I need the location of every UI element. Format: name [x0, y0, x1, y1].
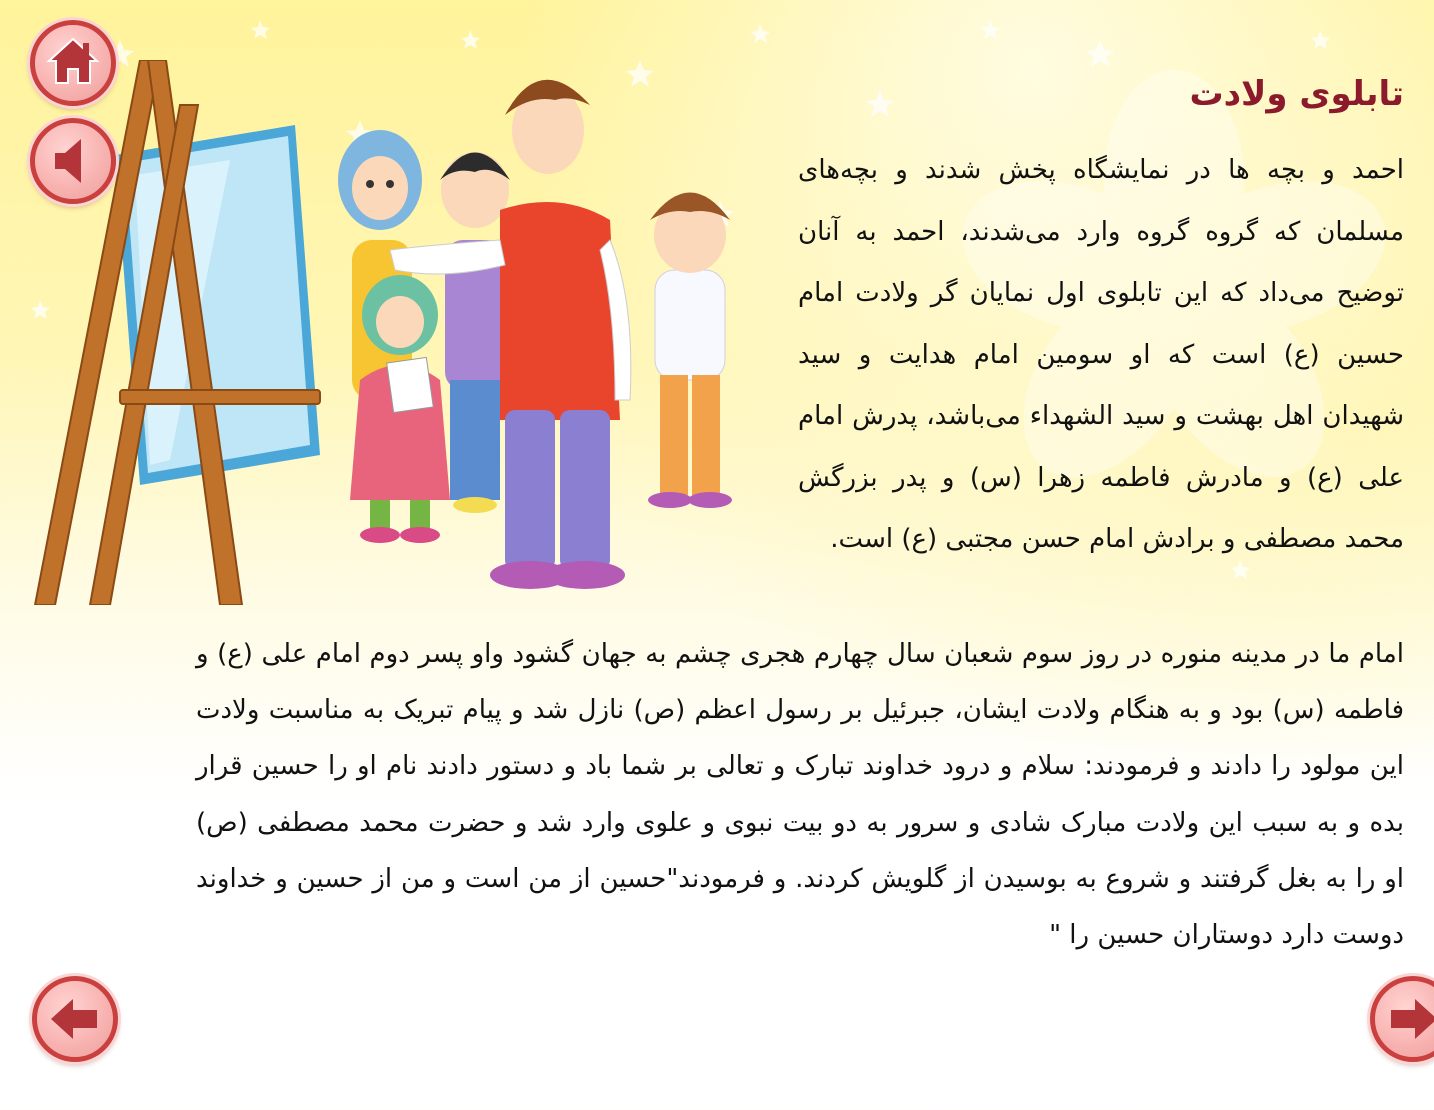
page-title: تابلوی ولادت: [1189, 74, 1404, 114]
home-icon: [35, 25, 111, 101]
home-button[interactable]: [30, 20, 116, 106]
main-paragraph: امام ما در مدینه منوره در روز سوم شعبان سال چهارم هجری چشم به جهان گشود واو پسر دوم امام علی (ع) و فاطمه (س) بود و به هنگام ولادت ایشان، جبرئیل بر رسول اعظم (ص) نازل شد و پیام تبریک به مناسبت ولادت این مولود را دادند و فرمودند: سلام و درود خداوند تبارک و تعالی بر شما باد و دستور دادند نام او را حسین قرار بده و به سبب این ولادت مبارک شادی و سرور به دو بیت نبوی و علوی وارد شد و حضرت محمد مصطفی (ص) او را به بغل گرفتند و شروع به بوسیدن از گلویش کردند. و فرمودند"حسین از من است و من از حسین و خداوند دوست دارد دوستاران حسین را ": [196, 639, 1404, 951]
young-man-ahmad: [390, 80, 631, 589]
painting-canvas: [115, 125, 320, 485]
family-at-painting-illustration: [30, 60, 750, 605]
previous-page-button[interactable]: [32, 976, 118, 1062]
little-girl-with-paper: [350, 275, 450, 543]
sound-button[interactable]: [30, 118, 116, 204]
intro-paragraph: احمد و بچه ها در نمایشگاه پخش شدند و بچه‌های مسلمان که گروه گروه وارد می‌شدند، احمد به آنان توضیح می‌داد که این تابلوی اول نمایان گر ولادت امام حسین (ع) است که او سومین امام هدایت و سید شهیدان اهل بهشت و سید الشهداء می‌باشد، پدرش امام علی (ع) و مادرش فاطمه زهرا (س) و پدر بزرگش محمد مصطفی و برادش امام حسن مجتبی (ع) است.: [798, 155, 1404, 554]
girl-in-hijab: [338, 130, 422, 450]
arrow-right-icon: [1375, 981, 1434, 1057]
next-page-button[interactable]: [1370, 976, 1434, 1062]
boy-dark-hair: [440, 152, 510, 513]
speaker-icon: [35, 123, 111, 199]
small-boy-right: [648, 193, 732, 509]
arrow-left-icon: [37, 981, 113, 1057]
